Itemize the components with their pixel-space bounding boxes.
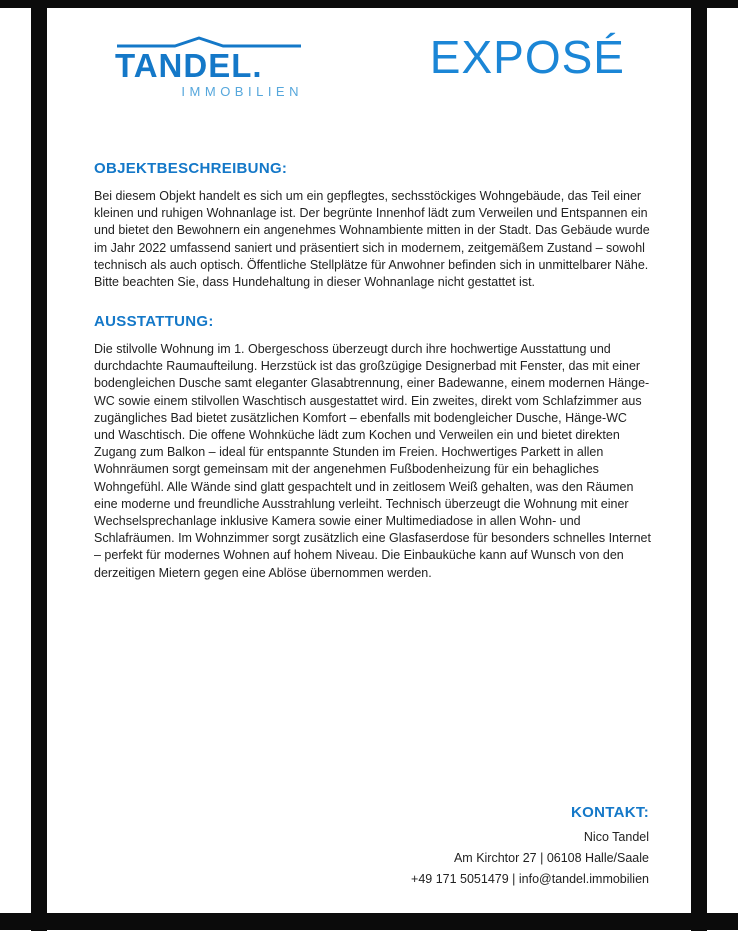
contact-block	[411, 804, 649, 890]
contact-name: Nico Tandel	[583, 830, 649, 844]
section-objektbeschreibung	[94, 160, 651, 291]
section-body-objektbeschreibung: Bei diesem Objekt handelt es sich um ein gepflegtes, sechsstöckiges Wohngebäude, das Teil einer kleinen und ruhigen Wohnanlage ist. Der begrünte Innenhof lädt zum Verweilen und Entspannen ein und bietet den Bewohnern ein angenehmes Wohnambiente mitten in der Stadt. Das Gebäude wurde im Jahr 2022 umfassend saniert und präsentiert sich in modernem, zeitgemäßem Zustand – sowohl technisch als auch optisch. Öffentliche Stellplätze für Anwohner befinden sich in unmittelbarer Nähe. Bitte beachten Sie, dass Hundehaltung in dieser Wohnanlage nicht gestattet ist.	[94, 189, 650, 290]
section-heading-ausstattung: AUSSTATTUNG:	[94, 313, 214, 330]
section-ausstattung	[94, 313, 651, 582]
section-body-ausstattung: Die stilvolle Wohnung im 1. Obergeschoss überzeugt durch ihre hochwertige Ausstattung und durchdachte Raumaufteilung. Herzstück ist das großzügige Designerbad mit Fenster, das mit einer bodengleichen Dusche samt eleganter Glasabtrennung, einer Badewanne, einem modernen Hänge-WC sowie einem stilvollen Waschtisch ausgestattet wird. Ein zweites, direkt vom Schlafzimmer aus zugängliches Bad bietet zusätzlichen Komfort – ebenfalls mit bodengleicher Dusche, Hänge-WC und Waschtisch. Die offene Wohnküche lädt zum Kochen und Verweilen ein und bietet direkten Zugang zum Balkon – ideal für entspannte Stunden im Freien. Hochwertiges Parkett in allen Wohnräumen sorgt gemeinsam mit der angenehmen Fußbodenheizung für ein behagliches Wohngefühl. Alle Wände sind glatt gespachtelt und in zeitlosem Weiß gehalten, was den Räumen eine moderne und freundliche Ausstrahlung verleiht. Technisch überzeugt die Wohnung mit einer Wechselsprechanlage inklusive Kamera sowie einer Multimediadose in allen Wohn- und Schlafräumen. Im Wohnzimmer sorgt zusätzlich eine Glasfaserdose für besonders schnelles Internet – perfekt für modernes Wohnen auf hohem Niveau. Die Einbauküche kann auf Wunsch von den derzeitigen Mietern gegen eine Ablöse übernommen werden.	[94, 342, 651, 580]
document-title: EXPOSÉ	[429, 31, 625, 83]
logo-subtitle: IMMOBILIEN	[181, 84, 303, 99]
contact-heading: KONTAKT:	[571, 804, 649, 821]
logo-wordmark: TANDEL.	[115, 47, 263, 84]
brand-logo	[115, 36, 303, 98]
page-border-left	[31, 0, 47, 931]
page-border-top	[0, 0, 738, 8]
section-heading-objektbeschreibung: OBJEKTBESCHREIBUNG:	[94, 160, 288, 177]
contact-address: Am Kirchtor 27 | 06108 Halle/Saale	[453, 851, 649, 865]
page-border-right	[691, 0, 707, 931]
page-border-bottom	[0, 913, 738, 930]
contact-phone-email: +49 171 5051479 | info@tandel.immobilien	[411, 872, 649, 886]
